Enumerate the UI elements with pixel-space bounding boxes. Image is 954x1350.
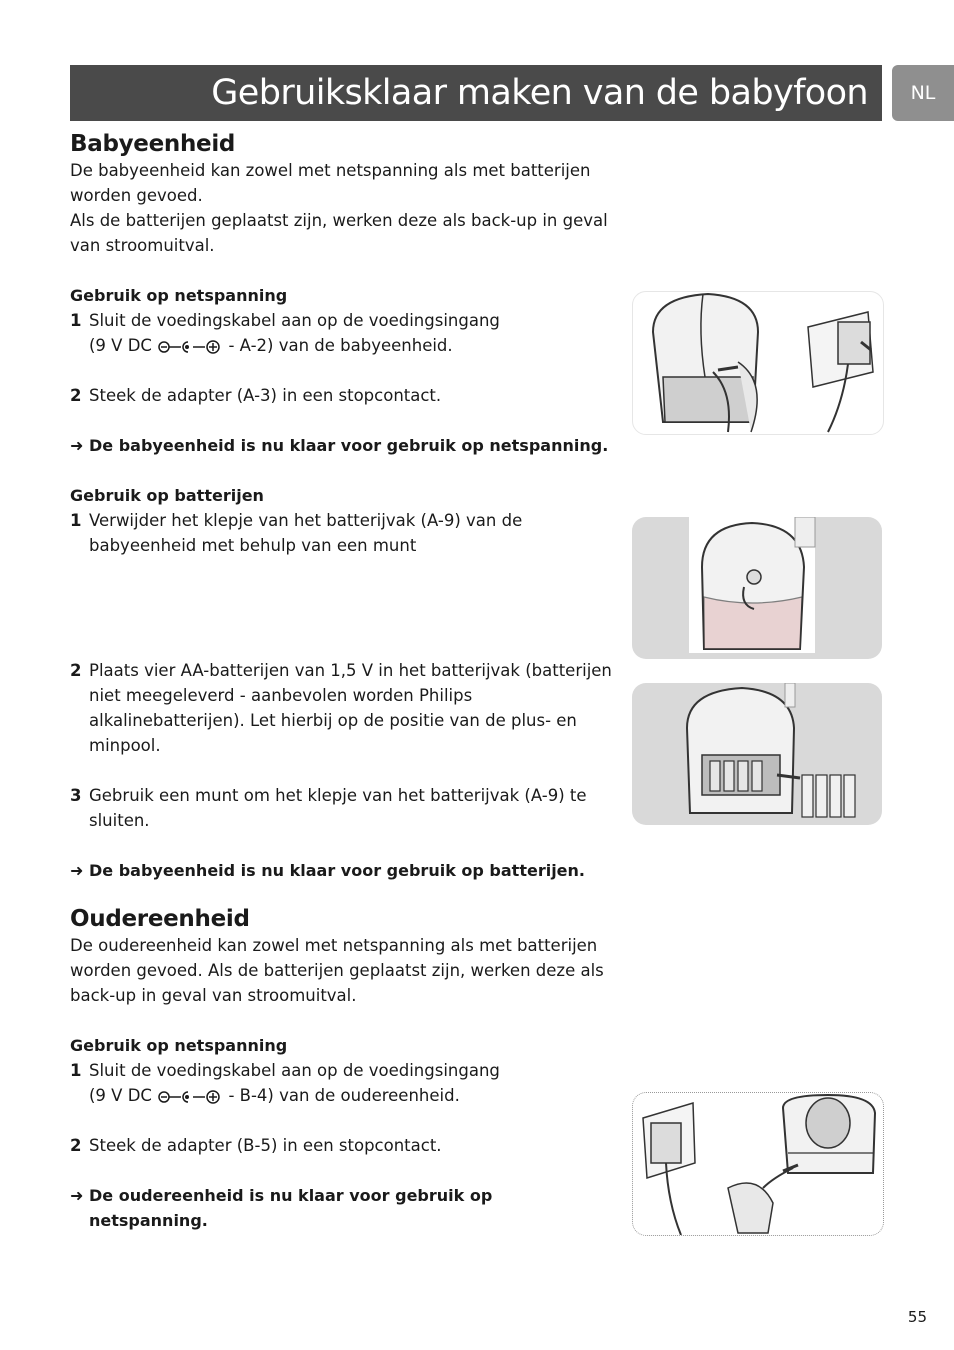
step-text: (9 V DC — [89, 336, 152, 355]
illustration-parent-unit-mains — [632, 1092, 884, 1236]
main-content — [70, 130, 615, 1233]
baby-mains-step-2 — [70, 383, 615, 408]
title-banner — [70, 65, 882, 121]
result-text: De babyeenheid is nu klaar voor gebruik op batterijen. — [89, 861, 585, 880]
baby-battery-step-3 — [70, 783, 615, 833]
step-number: 1 — [70, 311, 82, 330]
step-text: - B-4) van de oudereenheid. — [223, 1086, 460, 1105]
subheading-baby-mains: Gebruik op netspanning — [70, 286, 288, 305]
baby-battery-result — [70, 858, 615, 883]
step-number: 3 — [70, 786, 82, 805]
step-text: Sluit de voedingskabel aan op de voedingsingang — [89, 311, 500, 330]
illustration-battery-cover — [632, 517, 882, 659]
illustration-insert-batteries — [632, 683, 882, 825]
step-text: Gebruik een munt om het klepje van het batterijvak (A-9) te sluiten. — [89, 786, 587, 830]
step-text: Verwijder het klepje van het batterijvak (A-9) van de babyeenheid met behulp van een munt — [89, 511, 523, 555]
baby-mains-result — [70, 433, 615, 458]
step-text: Sluit de voedingskabel aan op de voedingsingang — [89, 1061, 500, 1080]
step-number: 2 — [70, 386, 82, 405]
page-title: Gebruiksklaar maken van de babyfoon — [211, 73, 868, 113]
result-text: De babyeenheid is nu klaar voor gebruik op netspanning. — [89, 436, 609, 455]
step-text: Steek de adapter (A-3) in een stopcontact. — [89, 386, 442, 405]
subheading-parent-mains: Gebruik op netspanning — [70, 1036, 288, 1055]
baby-battery-step-1 — [70, 508, 615, 558]
dc-polarity-icon — [157, 1089, 223, 1105]
parent-unit-intro: De oudereenheid kan zowel met netspanning als met batterijen worden gevoed. Als de batterijen geplaatst zijn, werken deze als back-up in geval van stroomuitval. — [70, 936, 604, 1005]
language-tab: NL — [892, 65, 954, 121]
parent-mains-result — [70, 1183, 615, 1233]
baby-mains-step-1 — [70, 308, 615, 358]
baby-unit-intro-1: De babyeenheid kan zowel met netspanning als met batterijen worden gevoed. — [70, 161, 591, 205]
result-arrow-icon: ➜ — [70, 1186, 84, 1205]
step-text: - A-2) van de babyeenheid. — [223, 336, 453, 355]
step-text: Steek de adapter (B-5) in een stopcontact. — [89, 1136, 442, 1155]
result-arrow-icon: ➜ — [70, 861, 84, 880]
dc-polarity-icon — [157, 339, 223, 355]
parent-mains-step-2 — [70, 1133, 615, 1158]
result-text: De oudereenheid is nu klaar voor gebruik op netspanning. — [89, 1186, 493, 1230]
step-number: 1 — [70, 511, 82, 530]
step-text: Plaats vier AA-batterijen van 1,5 V in het batterijvak (batterijen niet meegeleverd - aanbevolen worden Philips alkalinebatterijen). Let hierbij op de positie van de plus- en minpool. — [89, 661, 612, 755]
result-arrow-icon: ➜ — [70, 436, 84, 455]
baby-battery-step-2 — [70, 658, 615, 758]
section-heading-parent-unit: Oudereenheid — [70, 906, 250, 932]
step-number: 1 — [70, 1061, 82, 1080]
illustration-baby-unit-mains — [632, 291, 884, 435]
page-number: 55 — [907, 1308, 927, 1326]
step-number: 2 — [70, 1136, 82, 1155]
subheading-baby-battery: Gebruik op batterijen — [70, 486, 264, 505]
step-number: 2 — [70, 661, 82, 680]
section-heading-baby-unit: Babyeenheid — [70, 131, 236, 157]
parent-mains-step-1 — [70, 1058, 615, 1108]
baby-unit-intro-2: Als de batterijen geplaatst zijn, werken deze als back-up in geval van stroomuitval. — [70, 211, 608, 255]
step-text: (9 V DC — [89, 1086, 152, 1105]
